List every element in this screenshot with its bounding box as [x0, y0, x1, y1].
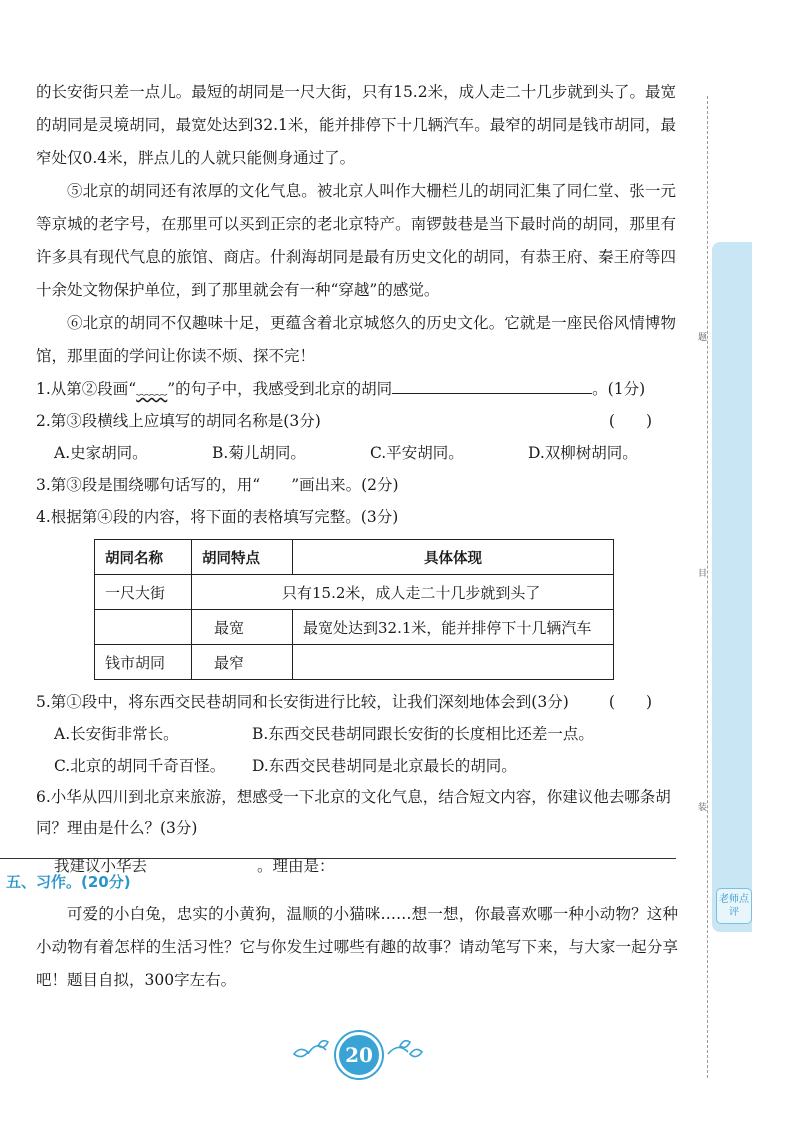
teacher-comment-badge: 老师点评 — [716, 888, 752, 924]
side-tab — [712, 242, 752, 932]
option-c[interactable]: C.平安胡同。 — [370, 444, 464, 462]
question-6: 6.小华从四川到北京来旅游，想感受一下北京的文化气息，结合短文内容，你建议他去哪条胡同？理由是什么？(3分) — [36, 788, 671, 837]
table-cell-blank[interactable] — [293, 645, 614, 680]
question-5-options-row-1 — [36, 718, 676, 750]
section-5 — [6, 866, 678, 997]
table-row — [95, 610, 614, 645]
table-row — [95, 645, 614, 680]
answer-blank[interactable] — [392, 377, 592, 394]
page-number: 20 — [336, 1032, 382, 1078]
table-cell-blank[interactable] — [95, 610, 192, 645]
margin-mark: 目 — [698, 569, 708, 579]
margin-mark: 装 — [698, 803, 708, 813]
question-5-options-row-2 — [36, 750, 676, 782]
table-cell: 钱市胡同 — [95, 645, 192, 680]
option-a[interactable]: A.史家胡同。 — [54, 444, 148, 462]
passage-paragraph-6: ⑥北京的胡同不仅趣味十足，更蕴含着北京城悠久的历史文化。它就是一座民俗风情博物馆，那里面的学问让你读不烦、探不完！ — [36, 314, 676, 365]
question-2: 2.第③段横线上应填写的胡同名称是(3分) ( ) — [36, 405, 676, 437]
question-2-options — [36, 437, 676, 469]
question-1: 1.从第②段画“﹏﹏”的句子中，我感受到北京的胡同 。(1分) — [36, 373, 676, 405]
question-3: 3.第③段是围绕哪句话写的，用“ ”画出来。(2分) — [36, 476, 399, 494]
table-header: 具体体现 — [293, 540, 614, 575]
table-cell: 最宽 — [192, 610, 293, 645]
answer-table — [94, 539, 614, 680]
table-header: 胡同名称 — [95, 540, 192, 575]
table-header: 胡同特点 — [192, 540, 293, 575]
binding-dashed-line — [707, 96, 708, 1078]
option-c[interactable]: C.北京的胡同千奇百怪。 — [54, 757, 226, 775]
section-title: 五、习作。(20分) — [6, 873, 131, 891]
table-cell: 最宽处达到32.1米，能并排停下十几辆汽车 — [293, 610, 614, 645]
passage-paragraph-1: 的长安街只差一点儿。最短的胡同是一尺大街，只有15.2米，成人走二十几步就到头了。最宽的胡同是灵境胡同，最宽处达到32.1米，能并排停下十几辆汽车。最窄的胡同是钱市胡同，最窄处仅0.4米，胖点儿的人就只能侧身通过了。 — [36, 83, 676, 167]
option-d[interactable]: D.双柳树胡同。 — [528, 444, 638, 462]
question-5: 5.第①段中，将东西交民巷胡同和长安街进行比较，让我们深刻地体会到(3分) ( ) — [36, 686, 676, 718]
table-row — [95, 575, 614, 610]
essay-prompt: 可爱的小白兔，忠实的小黄狗，温顺的小猫咪……想一想，你最喜欢哪一种小动物？这种小动物有着怎样的生活习性？它与你发生过哪些有趣的故事？请动笔写下来，与大家一起分享吧！题目自拟，300字左右。 — [36, 905, 678, 989]
option-d[interactable]: D.东西交民巷胡同是北京最长的胡同。 — [252, 757, 517, 775]
table-header-row — [95, 540, 614, 575]
page-number-badge — [288, 1028, 428, 1076]
option-b[interactable]: B.菊儿胡同。 — [212, 444, 306, 462]
option-b[interactable]: B.东西交民巷胡同跟长安街的长度相比还差一点。 — [252, 725, 594, 743]
wavy-mark: ﹏﹏ — [136, 380, 168, 398]
table-cell: 只有15.2米，成人走二十几步就到头了 — [192, 575, 614, 610]
answer-line[interactable] — [0, 858, 676, 859]
page-content — [36, 76, 676, 882]
answer-paren[interactable]: ( ) — [608, 412, 652, 430]
answer-paren[interactable]: ( ) — [608, 693, 652, 711]
passage-paragraph-5: ⑤北京的胡同还有浓厚的文化气息。被北京人叫作大栅栏儿的胡同汇集了同仁堂、张一元等京城的老字号，在那里可以买到正宗的老北京特产。南锣鼓巷是当下最时尚的胡同，那里有许多具有现代气息的旅馆、商店。什刹海胡同是最有历史文化的胡同，有恭王府、秦王府等四十余处文物保护单位，到了那里就会有一种“穿越”的感觉。 — [36, 182, 676, 299]
question-6-answer: 我建议小华去 。理由是： — [54, 857, 335, 875]
option-a[interactable]: A.长安街非常长。 — [54, 725, 179, 743]
table-cell: 最窄 — [192, 645, 293, 680]
question-4: 4.根据第④段的内容，将下面的表格填写完整。(3分) — [36, 508, 399, 526]
margin-mark: 题 — [698, 333, 708, 343]
table-cell: 一尺大街 — [95, 575, 192, 610]
